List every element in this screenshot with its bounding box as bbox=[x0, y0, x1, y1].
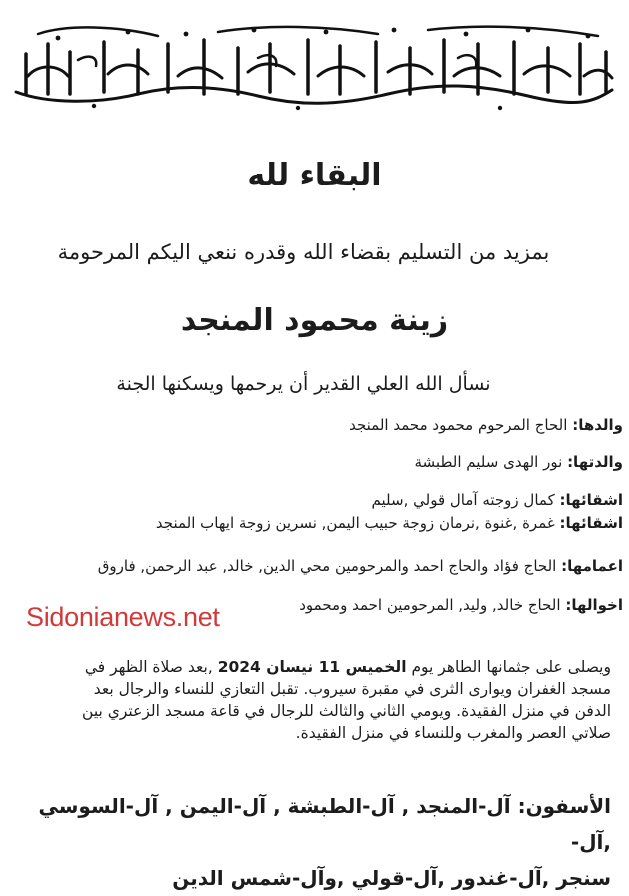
relative-value: الحاج المرحوم محمود محمد المنجد bbox=[349, 416, 568, 434]
relative-value: كمال زوجته آمال قولي ,سليم bbox=[371, 491, 555, 509]
watermark: Sidonianews.net bbox=[26, 602, 220, 632]
mourning-families bbox=[6, 788, 611, 896]
relative-label: اشقائها: bbox=[559, 491, 623, 509]
funeral-details bbox=[14, 656, 611, 744]
relative-line-mother bbox=[0, 453, 623, 471]
relative-label: والدتها: bbox=[567, 453, 623, 471]
funeral-line bbox=[14, 656, 611, 678]
page-title: البقاء لله bbox=[247, 158, 382, 193]
relative-value: الحاج خالد, وليد, المرحومين احمد ومحمود bbox=[299, 596, 561, 614]
mourners-line: سنجر ,آل-غندور ,آل-قولي ,وآل-شمس الدين bbox=[172, 866, 611, 890]
relative-value: الحاج فؤاد والحاج احمد والمرحومين محي الدين, خالد, عبد الرحمن, فاروق bbox=[97, 557, 557, 575]
relative-label: اخوالها: bbox=[565, 596, 623, 614]
funeral-line: مسجد الغفران ويوارى الثرى في مقبرة سيروب. تقبل التعازي للنساء والرجال بعد bbox=[93, 680, 611, 698]
calligraphy-verse-image bbox=[8, 14, 620, 114]
relative-line-sisters bbox=[0, 514, 623, 532]
mourners-line: الأسفون: آل-المنجد , آل-الطبشة , آل-اليمن , آل-السوسي ,آل- bbox=[38, 794, 611, 854]
relative-value: نور الهدى سليم الطبشة bbox=[414, 453, 563, 471]
funeral-line: الدفن في منزل الفقيدة. ويومي الثاني والثالث للرجال في قاعة مسجد الزعتري بين bbox=[82, 702, 611, 720]
funeral-prefix: ويصلى على جثمانها الطاهر يوم bbox=[411, 658, 611, 676]
funeral-line: صلاتي العصر والمغرب وللنساء في منزل الفقيدة. bbox=[295, 724, 611, 742]
prayer-text: نسأل الله العلي القدير أن يرحمها ويسكنها الجنة bbox=[116, 373, 491, 395]
funeral-date: الخميس 11 نيسان 2024 bbox=[217, 658, 407, 676]
relative-label: اعمامها: bbox=[561, 557, 623, 575]
relative-label: اشقائها: bbox=[559, 514, 623, 532]
announcement-text: بمزيد من التسليم بقضاء الله وقدره ننعي اليكم المرحومة bbox=[57, 240, 550, 264]
calligraphy-banner bbox=[8, 14, 620, 114]
relative-line-uncles bbox=[0, 557, 623, 575]
relative-value: غمرة ,غنوة ,نرمان زوجة حبيب اليمن, نسرين زوجة ايهاب المنجد bbox=[155, 514, 555, 532]
relative-label: والدها: bbox=[572, 416, 623, 434]
funeral-line1-rest: ,بعد صلاة الظهر في bbox=[84, 658, 213, 676]
deceased-name: زينة محمود المنجد bbox=[180, 303, 449, 338]
relative-line-father bbox=[0, 416, 623, 434]
relative-line-brothers bbox=[0, 491, 623, 509]
